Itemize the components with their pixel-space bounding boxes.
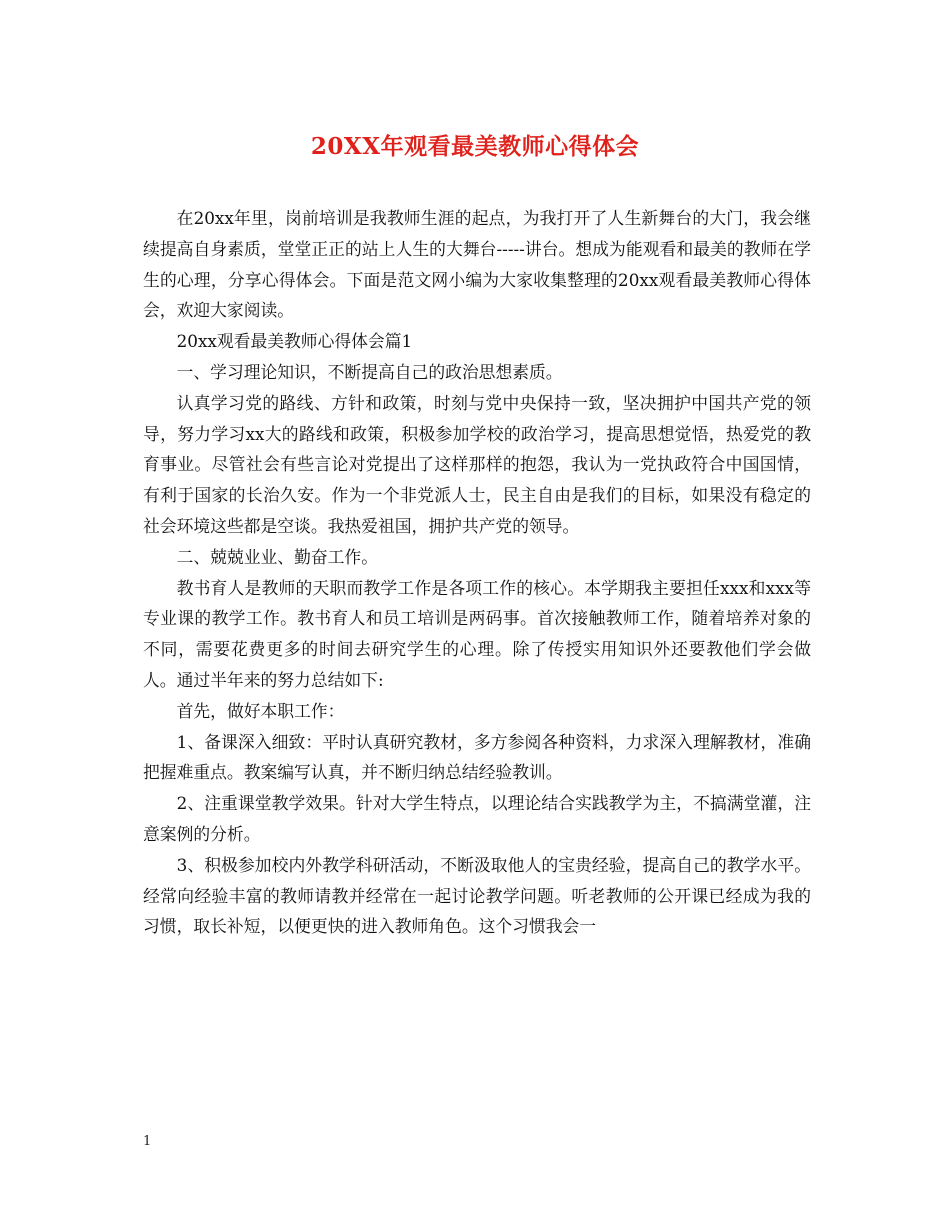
document-body bbox=[143, 203, 811, 942]
paragraph: 认真学习党的路线、方针和政策，时刻与党中央保持一致，坚决拥护中国共产党的领导，努力学习xx大的路线和政策，积极参加学校的政治学习，提高思想觉悟，热爱党的教育事业。尽管社会有些言论对党提出了这样那样的抱怨，我认为一党执政符合中国国情，有利于国家的长治久安。作为一个非党派人士，民主自由是我们的目标，如果没有稳定的社会环境这些都是空谈。我热爱祖国，拥护共产党的领导。 bbox=[143, 392, 811, 536]
paragraph: 首先，做好本职工作： bbox=[176, 700, 345, 721]
section-heading: 20xx观看最美教师心得体会篇1 bbox=[176, 331, 413, 352]
paragraph: 1、备课深入细致：平时认真研究教材，多方参阅各种资料，力求深入理解教材，准确把握难重点。教案编写认真，并不断归纳总结经验教训。 bbox=[143, 731, 811, 783]
paragraph-heading-2: 二、兢兢业业、勤奋工作。 bbox=[176, 546, 378, 567]
paragraph: 教书育人是教师的天职而教学工作是各项工作的核心。本学期我主要担任xxx和xxx等专业课的教学工作。教书育人和员工培训是两码事。首次接触教师工作，随着培养对象的不同，需要花费更多的时间去研究学生的心理。除了传授实用知识外还要教他们学会做人。通过半年来的努力总结如下: bbox=[143, 577, 811, 690]
paragraph: 2、注重课堂教学效果。针对大学生特点，以理论结合实践教学为主，不搞满堂灌，注意案例的分析。 bbox=[143, 793, 811, 844]
paragraph-intro: 在20xx年里，岗前培训是我教师生涯的起点，为我打开了人生新舞台的大门，我会继续提高自身素质，堂堂正正的站上人生的大舞台-----讲台。想成为能观看和最美的教师在学生的心理，分享心得体会。下面是范文网小编为大家收集整理的20xx观看最美教师心得体会，欢迎大家阅读。 bbox=[143, 208, 811, 321]
page-number: 1 bbox=[143, 1134, 152, 1149]
paragraph-heading-1: 一、学习理论知识，不断提高自己的政治思想素质。 bbox=[176, 361, 563, 382]
document-title: 20XX年观看最美教师心得体会 bbox=[310, 133, 640, 160]
paragraph: 3、积极参加校内外教学科研活动，不断汲取他人的宝贵经验，提高自己的教学水平。经常向经验丰富的教师请教并经常在一起讨论教学问题。听老教师的公开课已经成为我的习惯，取长补短，以便更快的进入教师角色。这个习惯我会一 bbox=[143, 854, 811, 937]
